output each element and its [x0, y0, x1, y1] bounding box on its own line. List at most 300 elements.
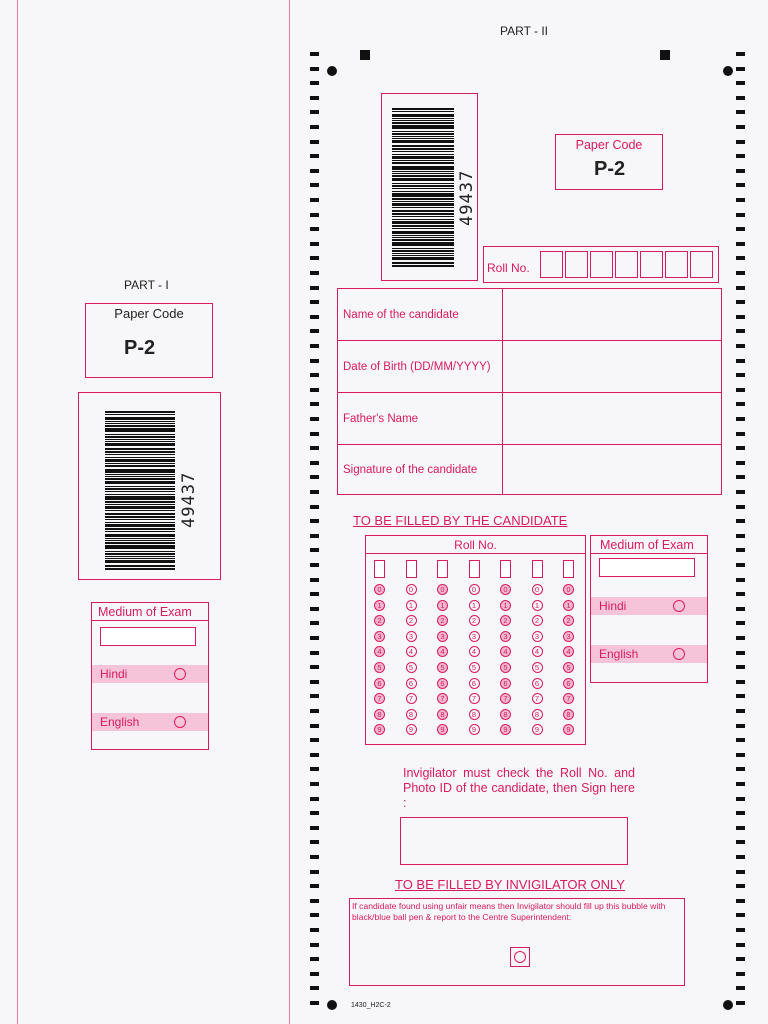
timing-mark	[736, 621, 745, 625]
timing-mark	[310, 534, 319, 538]
roll-digit-bubble[interactable]: 1	[469, 600, 480, 611]
roll-number-box	[483, 246, 719, 283]
english-label: English	[599, 647, 639, 661]
timing-mark	[736, 928, 745, 932]
timing-mark	[310, 621, 319, 625]
barcode-bar	[105, 540, 175, 541]
barcode-bar	[392, 237, 454, 238]
roll-digit-write-box[interactable]	[437, 560, 448, 578]
timing-mark	[310, 1001, 319, 1005]
timing-mark	[310, 256, 319, 260]
roll-digit-bubble[interactable]: 7	[374, 693, 385, 704]
part1-medium-title: Medium of Exam	[98, 605, 192, 619]
unfair-bubble-box[interactable]	[510, 947, 530, 967]
barcode-bar	[105, 457, 175, 458]
timing-mark	[736, 373, 745, 377]
roll-digit-bubble[interactable]: 0	[469, 584, 480, 595]
timing-mark	[310, 767, 319, 771]
timing-mark	[736, 169, 745, 173]
barcode-bar	[105, 528, 175, 530]
hindi-bubble[interactable]	[174, 668, 186, 680]
barcode-bar	[105, 494, 175, 495]
roll-digit-bubble[interactable]: 6	[374, 678, 385, 689]
roll-digit-bubble[interactable]: 2	[374, 615, 385, 626]
roll-digit-bubble[interactable]: 1	[374, 600, 385, 611]
registration-square-right	[660, 50, 670, 60]
timing-mark	[736, 986, 745, 990]
barcode-bar	[392, 188, 454, 189]
barcode-bar	[392, 162, 454, 164]
timing-mark	[310, 154, 319, 158]
barcode-bar	[105, 538, 175, 539]
roll-digit-bubble[interactable]: 1	[500, 600, 511, 611]
timing-mark	[736, 680, 745, 684]
barcode-bar	[392, 225, 454, 227]
timing-mark	[736, 432, 745, 436]
registration-dot-bottom-right	[723, 1000, 733, 1010]
barcode-bar	[392, 239, 454, 241]
barcode-bar	[105, 516, 175, 518]
timing-mark	[310, 432, 319, 436]
part1-barcode-number: 49437	[179, 471, 199, 528]
timing-mark	[736, 329, 745, 333]
barcode-bar	[105, 465, 175, 467]
timing-mark	[310, 169, 319, 173]
unfair-bubble[interactable]	[514, 951, 526, 963]
barcode-bar	[105, 542, 175, 544]
barcode-bar	[392, 262, 454, 264]
barcode-bar	[105, 469, 175, 473]
roll-digit-bubble[interactable]: 8	[469, 709, 480, 720]
barcode-bar	[105, 414, 175, 415]
english-bubble[interactable]	[673, 648, 685, 660]
barcode-bar	[105, 519, 175, 520]
part1-medium-write-box[interactable]	[100, 627, 196, 646]
part2-medium-hindi[interactable]	[591, 597, 707, 615]
timing-mark	[736, 957, 745, 961]
timing-mark	[310, 797, 319, 801]
timing-mark	[736, 870, 745, 874]
timing-mark	[736, 52, 745, 56]
invigilator-section-header: TO BE FILLED BY INVIGILATOR ONLY	[395, 877, 625, 892]
timing-mark	[736, 943, 745, 947]
part2-paper-code-box	[555, 134, 663, 190]
part1-barcode	[105, 411, 177, 571]
timing-mark	[310, 636, 319, 640]
timing-mark	[310, 724, 319, 728]
barcode-bar	[105, 476, 175, 477]
roll-digit-bubble[interactable]: 5	[437, 662, 448, 673]
barcode-bar	[105, 417, 175, 420]
barcode-bar	[392, 253, 454, 254]
part2-label: PART - II	[500, 24, 549, 38]
barcode-bar	[105, 504, 175, 505]
roll-digit-bubble[interactable]: 4	[406, 646, 417, 657]
timing-mark	[310, 446, 319, 450]
roll-digit-bubble[interactable]: 3	[532, 631, 543, 642]
roll-digit-bubble[interactable]: 4	[469, 646, 480, 657]
roll-digit-bubble[interactable]: 3	[563, 631, 574, 642]
timing-mark	[310, 96, 319, 100]
roll-digit-bubble[interactable]: 3	[500, 631, 511, 642]
roll-digit-bubble[interactable]: 2	[500, 615, 511, 626]
barcode-bar	[105, 510, 175, 511]
timing-mark	[736, 797, 745, 801]
barcode-bar	[392, 145, 454, 147]
barcode-bar	[392, 198, 454, 200]
timing-mark	[736, 300, 745, 304]
timing-mark	[310, 855, 319, 859]
english-bubble[interactable]	[174, 716, 186, 728]
barcode-bar	[392, 228, 454, 229]
roll-digit-write-box[interactable]	[532, 560, 543, 578]
roll-digit-bubble[interactable]: 3	[374, 631, 385, 642]
barcode-bar	[392, 175, 454, 177]
timing-mark	[310, 753, 319, 757]
hindi-bubble[interactable]	[673, 600, 685, 612]
roll-digit-bubble[interactable]: 0	[500, 584, 511, 595]
unfair-means-text: If candidate found using unfair means then Invigilator should fill up this bubble with black/blue ball pen & report to the Centre Superintendent:	[352, 901, 666, 922]
timing-mark	[736, 767, 745, 771]
timing-mark	[736, 548, 745, 552]
timing-mark	[310, 665, 319, 669]
field-name-input[interactable]	[503, 289, 722, 341]
timing-mark	[310, 651, 319, 655]
roll-digit-bubble[interactable]: 9	[563, 724, 574, 735]
barcode-bar	[105, 551, 175, 552]
timing-mark	[736, 110, 745, 114]
roll-digit-bubble[interactable]: 4	[532, 646, 543, 657]
timing-mark	[736, 826, 745, 830]
barcode-bar	[392, 122, 454, 124]
roll-cell[interactable]	[565, 251, 588, 278]
part2-medium-english[interactable]	[591, 645, 707, 663]
barcode-bar	[105, 481, 175, 484]
roll-digit-bubble[interactable]: 6	[500, 678, 511, 689]
barcode-bar	[392, 125, 454, 129]
timing-mark	[310, 52, 319, 56]
timing-mark	[310, 782, 319, 786]
timing-mark	[736, 359, 745, 363]
timing-mark	[310, 680, 319, 684]
timing-mark	[310, 402, 319, 406]
roll-digit-bubble[interactable]: 6	[563, 678, 574, 689]
roll-digit-bubble[interactable]: 9	[374, 724, 385, 735]
timing-mark	[310, 417, 319, 421]
timing-mark	[736, 840, 745, 844]
invigilator-signature-box[interactable]	[400, 817, 628, 865]
part1-medium-box	[91, 602, 209, 750]
timing-mark	[736, 213, 745, 217]
timing-mark	[736, 738, 745, 742]
barcode-bar	[392, 250, 454, 252]
roll-digit-bubble[interactable]: 0	[563, 584, 574, 595]
part1-medium-english[interactable]	[92, 713, 208, 731]
roll-digit-bubble[interactable]: 7	[532, 693, 543, 704]
registration-dot-bottom-left	[327, 1000, 337, 1010]
timing-mark	[310, 110, 319, 114]
roll-digit-bubble[interactable]: 8	[374, 709, 385, 720]
divider	[92, 620, 208, 621]
barcode-bar	[105, 568, 175, 570]
timing-mark	[310, 840, 319, 844]
barcode-bar	[392, 178, 454, 181]
timing-mark	[736, 607, 745, 611]
timing-mark	[736, 1001, 745, 1005]
timing-mark	[310, 811, 319, 815]
roll-digit-bubble[interactable]: 2	[563, 615, 574, 626]
roll-digit-bubble[interactable]: 3	[406, 631, 417, 642]
barcode-bar	[392, 201, 454, 202]
roll-digit-bubble[interactable]: 4	[500, 646, 511, 657]
barcode-bar	[105, 454, 175, 455]
barcode-bar	[105, 513, 175, 515]
barcode-bar	[392, 265, 454, 267]
roll-grid-title: Roll No.	[454, 538, 497, 552]
roll-cell[interactable]	[590, 251, 613, 278]
barcode-bar	[392, 120, 454, 121]
roll-digit-bubble[interactable]: 5	[374, 662, 385, 673]
barcode-bar	[392, 248, 454, 249]
registration-dot-top-right	[723, 66, 733, 76]
timing-mark	[310, 373, 319, 377]
roll-digit-bubble[interactable]: 7	[469, 693, 480, 704]
barcode-bar	[392, 242, 454, 246]
roll-digit-bubble[interactable]: 9	[406, 724, 417, 735]
barcode-bar	[105, 463, 175, 464]
roll-digit-bubble[interactable]: 1	[563, 600, 574, 611]
barcode-bar	[392, 183, 454, 184]
roll-digit-bubble[interactable]: 6	[469, 678, 480, 689]
roll-grid-box	[365, 535, 586, 745]
roll-digit-bubble[interactable]: 8	[437, 709, 448, 720]
barcode-bar	[105, 496, 175, 500]
barcode-bar	[392, 133, 454, 135]
barcode-bar	[105, 501, 175, 503]
roll-digit-bubble[interactable]: 0	[437, 584, 448, 595]
part2-medium-box	[590, 535, 708, 683]
timing-mark	[310, 344, 319, 348]
roll-digit-bubble[interactable]: 4	[563, 646, 574, 657]
part1-barcode-box	[78, 392, 221, 580]
part1-medium-hindi[interactable]	[92, 665, 208, 683]
barcode-bar	[392, 231, 454, 234]
timing-mark	[310, 213, 319, 217]
roll-cell[interactable]	[615, 251, 638, 278]
roll-cell[interactable]	[540, 251, 563, 278]
barcode-bar	[105, 436, 175, 438]
barcode-bar	[392, 213, 454, 215]
field-father-input[interactable]	[503, 393, 722, 445]
field-dob-input[interactable]	[503, 341, 722, 393]
roll-digit-write-box[interactable]	[563, 560, 574, 578]
timing-mark	[310, 242, 319, 246]
roll-digit-bubble[interactable]: 1	[437, 600, 448, 611]
part1-paper-code-label: Paper Code	[114, 306, 184, 321]
barcode-bar	[392, 235, 454, 236]
roll-digit-write-box[interactable]	[469, 560, 480, 578]
roll-digit-bubble[interactable]: 2	[406, 615, 417, 626]
roll-digit-bubble[interactable]: 6	[406, 678, 417, 689]
roll-digit-bubble[interactable]: 6	[532, 678, 543, 689]
roll-digit-bubble[interactable]: 5	[563, 662, 574, 673]
barcode-bar	[392, 111, 454, 112]
barcode-bar	[392, 255, 454, 256]
timing-mark	[736, 490, 745, 494]
barcode-bar	[392, 219, 454, 220]
barcode-bar	[105, 428, 175, 432]
invigilator-instruction: Invigilator must check the Roll No. and Photo ID of the candidate, then Sign here :	[403, 766, 635, 810]
barcode-bar	[105, 545, 175, 549]
barcode-bar	[105, 451, 175, 453]
barcode-bar	[392, 221, 454, 224]
roll-digit-bubble[interactable]: 2	[437, 615, 448, 626]
barcode-bar	[392, 257, 454, 260]
roll-digit-bubble[interactable]: 5	[406, 662, 417, 673]
roll-digit-bubble[interactable]: 2	[532, 615, 543, 626]
timing-mark	[736, 651, 745, 655]
barcode-bar	[392, 138, 454, 139]
roll-digit-bubble[interactable]: 4	[374, 646, 385, 657]
roll-digit-bubble[interactable]: 0	[406, 584, 417, 595]
roll-digit-write-box[interactable]	[406, 560, 417, 578]
timing-mark	[310, 563, 319, 567]
roll-digit-bubble[interactable]: 7	[406, 693, 417, 704]
timing-mark	[310, 899, 319, 903]
part1-paper-code-box	[85, 303, 213, 378]
timing-mark	[310, 826, 319, 830]
roll-digit-bubble[interactable]: 9	[437, 724, 448, 735]
barcode-bar	[392, 160, 454, 161]
timing-mark	[736, 242, 745, 246]
barcode-bar	[105, 534, 175, 537]
roll-digit-bubble[interactable]: 8	[532, 709, 543, 720]
barcode-bar	[105, 558, 175, 559]
timing-mark	[736, 505, 745, 509]
barcode-bar	[105, 524, 175, 527]
barcode-bar	[105, 439, 175, 440]
timing-mark	[736, 665, 745, 669]
part2-medium-title: Medium of Exam	[600, 538, 694, 552]
roll-digit-bubble[interactable]: 7	[500, 693, 511, 704]
timing-mark	[736, 811, 745, 815]
timing-mark	[736, 402, 745, 406]
roll-digit-bubble[interactable]: 8	[563, 709, 574, 720]
barcode-bar	[392, 166, 454, 170]
roll-digit-bubble[interactable]: 2	[469, 615, 480, 626]
timing-mark	[310, 125, 319, 129]
barcode-bar	[392, 191, 454, 192]
roll-digit-write-box[interactable]	[374, 560, 385, 578]
roll-cell[interactable]	[690, 251, 713, 278]
timing-mark	[310, 183, 319, 187]
english-label: English	[100, 715, 140, 729]
timing-mark	[310, 943, 319, 947]
timing-mark	[310, 870, 319, 874]
hindi-label: Hindi	[599, 599, 627, 613]
roll-digit-bubble[interactable]: 3	[469, 631, 480, 642]
timing-mark	[310, 592, 319, 596]
timing-mark	[736, 534, 745, 538]
roll-digit-bubble[interactable]: 4	[437, 646, 448, 657]
roll-digit-bubble[interactable]: 7	[437, 693, 448, 704]
roll-digit-bubble[interactable]: 5	[532, 662, 543, 673]
barcode-bar	[105, 411, 175, 413]
timing-mark	[736, 724, 745, 728]
barcode-bar	[392, 203, 454, 206]
registration-square-left	[360, 50, 370, 60]
timing-mark	[310, 315, 319, 319]
timing-mark	[736, 592, 745, 596]
roll-cell[interactable]	[665, 251, 688, 278]
field-signature-input[interactable]	[503, 445, 722, 495]
barcode-bar	[105, 556, 175, 557]
timing-mark	[736, 913, 745, 917]
roll-digit-bubble[interactable]: 0	[374, 584, 385, 595]
roll-digit-bubble[interactable]: 0	[532, 584, 543, 595]
barcode-bar	[392, 173, 454, 174]
part1-label: PART - I	[124, 278, 169, 292]
timing-mark	[310, 286, 319, 290]
roll-digit-bubble[interactable]: 9	[469, 724, 480, 735]
roll-digit-bubble[interactable]: 8	[500, 709, 511, 720]
divider	[366, 553, 585, 554]
timing-mark	[310, 300, 319, 304]
timing-mark	[310, 913, 319, 917]
timing-mark	[736, 694, 745, 698]
roll-digit-bubble[interactable]: 1	[532, 600, 543, 611]
timing-mark	[310, 738, 319, 742]
barcode-bar	[105, 488, 175, 490]
timing-mark	[736, 315, 745, 319]
timing-mark	[310, 548, 319, 552]
timing-mark	[310, 928, 319, 932]
barcode-bar	[105, 434, 175, 435]
timing-mark	[736, 198, 745, 202]
timing-mark	[736, 563, 745, 567]
roll-digit-bubble[interactable]: 9	[500, 724, 511, 735]
barcode-bar	[392, 210, 454, 212]
roll-digit-bubble[interactable]: 5	[469, 662, 480, 673]
timing-mark	[310, 271, 319, 275]
timing-mark	[736, 884, 745, 888]
timing-mark	[736, 753, 745, 757]
timing-mark	[736, 855, 745, 859]
barcode-bar	[392, 156, 454, 159]
timing-mark	[736, 461, 745, 465]
roll-digit-bubble[interactable]: 8	[406, 709, 417, 720]
roll-digit-bubble[interactable]: 9	[532, 724, 543, 735]
roll-digit-write-box[interactable]	[500, 560, 511, 578]
barcode-bar	[392, 118, 454, 119]
barcode-bar	[392, 171, 454, 172]
barcode-bar	[105, 565, 175, 567]
roll-digit-bubble[interactable]: 5	[500, 662, 511, 673]
registration-dot-top-left	[327, 66, 337, 76]
roll-digit-bubble[interactable]: 6	[437, 678, 448, 689]
barcode-bar	[392, 140, 454, 143]
part2-medium-write-box[interactable]	[599, 558, 695, 577]
timing-mark	[310, 957, 319, 961]
barcode-bar	[392, 207, 454, 208]
roll-cell[interactable]	[640, 251, 663, 278]
roll-digit-bubble[interactable]: 7	[563, 693, 574, 704]
roll-digit-bubble[interactable]: 3	[437, 631, 448, 642]
barcode-bar	[105, 531, 175, 532]
roll-digit-bubble[interactable]: 1	[406, 600, 417, 611]
barcode-bar	[105, 478, 175, 480]
part2-barcode-box	[381, 93, 478, 281]
